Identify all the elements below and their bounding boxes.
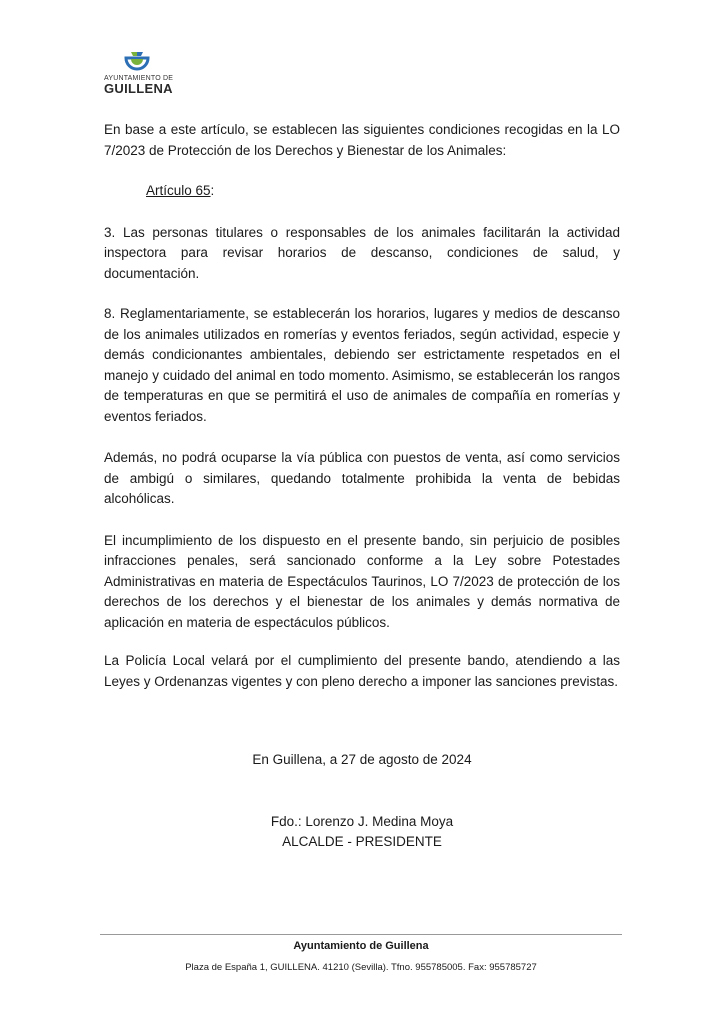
document-body [104, 120, 620, 692]
guillena-logo-icon [122, 50, 152, 72]
article-heading [146, 181, 620, 202]
signer-role: ALCALDE - PRESIDENTE [282, 834, 442, 849]
ademas-paragraph: Además, no podrá ocuparse la vía pública con puestos de venta, así como servicios de ambigú o similares, quedando totalmente prohibida la venta de bebidas alcohólicas. [104, 450, 620, 506]
footer-title: Ayuntamiento de Guillena [293, 940, 429, 952]
article-title: Artículo 65 [146, 183, 211, 198]
signed-by: Fdo.: Lorenzo J. Medina Moya [270, 814, 454, 829]
signature-block [104, 812, 620, 852]
footer-address: Plaza de España 1, GUILLENA. 41210 (Sevilla). Tfno. 955785005. Fax: 955785727 [185, 962, 537, 973]
date-line: En Guillena, a 27 de agosto de 2024 [252, 752, 472, 767]
incumplimiento-paragraph: El incumplimiento de los dispuesto en el presente bando, sin perjuicio de posibles infracciones penales, será sancionado conforme a la Ley sobre Potestades Administrativas en materia de Espectáculos Taurinos, LO 7/2023 de protección de los derechos de los derechos y el bienestar de los animales y demás normativa de aplicación en materia de espectáculos públicos. [104, 532, 620, 630]
article-colon: : [210, 183, 215, 198]
intro-paragraph: En base a este artículo, se establecen las siguientes condiciones recogidas en la LO 7/2023 de Protección de los Derechos y Bienestar de los Animales: [104, 122, 620, 158]
footer-divider [100, 934, 622, 935]
item-3-paragraph: 3. Las personas titulares o responsables de los animales facilitarán la actividad inspectora para revisar horarios de descanso, condiciones de salud, y documentación. [104, 224, 620, 281]
municipal-logo [104, 50, 174, 95]
logo-title: GUILLENA [104, 81, 173, 96]
item-8-paragraph: 8. Reglamentariamente, se establecerán los horarios, lugares y medios de descanso de los animales utilizados en romerías y eventos feriados, según actividad, especie y demás condicionantes ambientales, debiendo ser estrictamente respetados en el manejo y cuidado del animal en todo momento. Asimismo, se establecerán los rangos de temperaturas en que se permitirá el uso de animales de compañía en romerías y eventos feriados. [104, 306, 620, 424]
policia-paragraph: La Policía Local velará por el cumplimiento del presente bando, atendiendo a las Leyes y Ordenanzas vigentes y con pleno derecho a imponer las sanciones previstas. [104, 653, 620, 689]
logo-subtitle: AYUNTAMIENTO DE [104, 75, 174, 82]
